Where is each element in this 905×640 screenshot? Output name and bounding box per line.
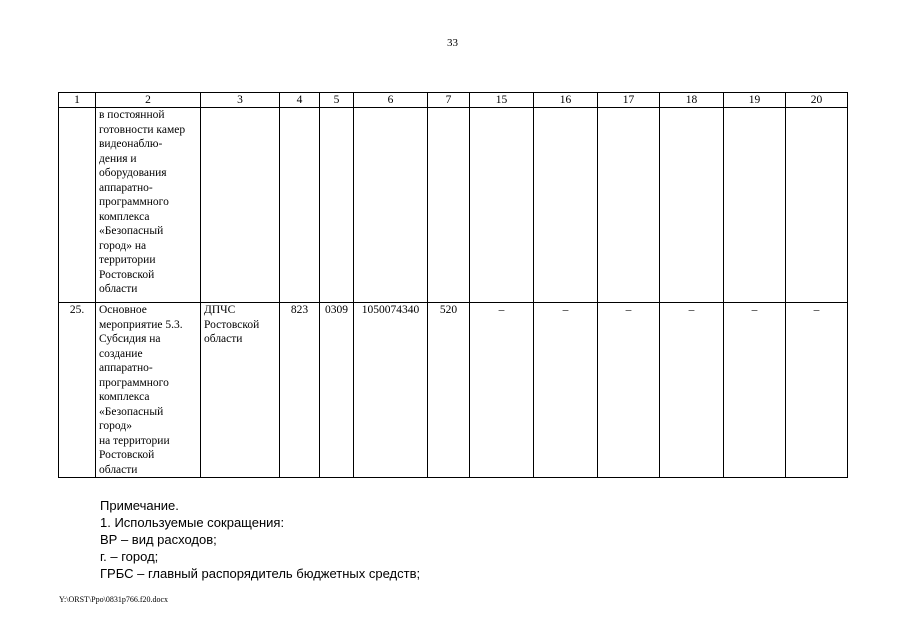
table-row	[59, 303, 848, 478]
col-4-cell	[280, 108, 320, 303]
col-7-cell	[428, 108, 470, 303]
measure-name: Основное мероприятие 5.3. Субсидия на создание аппаратно- программного комплекса «Безопасный город» на территории Ростовской области	[96, 303, 201, 478]
col-18-cell: –	[660, 303, 724, 478]
header-cell: 20	[786, 93, 848, 108]
page-number: 33	[447, 37, 458, 49]
header-cell: 7	[428, 93, 470, 108]
header-cell: 15	[470, 93, 534, 108]
note-line: г. – город;	[100, 549, 159, 564]
header-row	[59, 93, 848, 108]
col-15-cell	[470, 108, 534, 303]
header-cell: 5	[320, 93, 354, 108]
col-5-cell	[320, 108, 354, 303]
col-18-cell	[660, 108, 724, 303]
col-5-cell: 0309	[320, 303, 354, 478]
col-17-cell: –	[598, 303, 660, 478]
grbs-cell	[201, 108, 280, 303]
note-line: 1. Используемые сокращения:	[100, 515, 285, 530]
col-19-cell: –	[724, 303, 786, 478]
col-6-cell	[354, 108, 428, 303]
note-line: ГРБС – главный распорядитель бюджетных средств;	[100, 566, 421, 581]
grbs-cell: ДПЧС Ростовской области	[201, 303, 280, 478]
header-cell: 3	[201, 93, 280, 108]
footer-file-path: Y:\ORST\Ppo\0831p766.f20.docx	[59, 595, 169, 604]
header-cell: 19	[724, 93, 786, 108]
col-6-cell: 1050074340	[354, 303, 428, 478]
header-cell: 6	[354, 93, 428, 108]
col-19-cell	[724, 108, 786, 303]
row-number: 25.	[59, 303, 96, 478]
note-line: ВР – вид расходов;	[100, 532, 217, 547]
header-cell: 1	[59, 93, 96, 108]
header-cell: 16	[534, 93, 598, 108]
col-16-cell	[534, 108, 598, 303]
col-7-cell: 520	[428, 303, 470, 478]
table-row	[59, 108, 848, 303]
header-cell: 4	[280, 93, 320, 108]
row-number	[59, 108, 96, 303]
col-16-cell: –	[534, 303, 598, 478]
col-15-cell: –	[470, 303, 534, 478]
col-20-cell	[786, 108, 848, 303]
header-cell: 18	[660, 93, 724, 108]
col-4-cell: 823	[280, 303, 320, 478]
header-cell: 17	[598, 93, 660, 108]
note-block	[100, 497, 420, 582]
measure-name: в постоянной готовности камер видеонаблю- дения и оборудования аппаратно- программного комплекса «Безопасный город» на территории Ростовской области	[96, 108, 201, 303]
col-20-cell: –	[786, 303, 848, 478]
col-17-cell	[598, 108, 660, 303]
note-title: Примечание.	[100, 498, 179, 513]
header-cell: 2	[96, 93, 201, 108]
budget-table	[58, 92, 848, 478]
